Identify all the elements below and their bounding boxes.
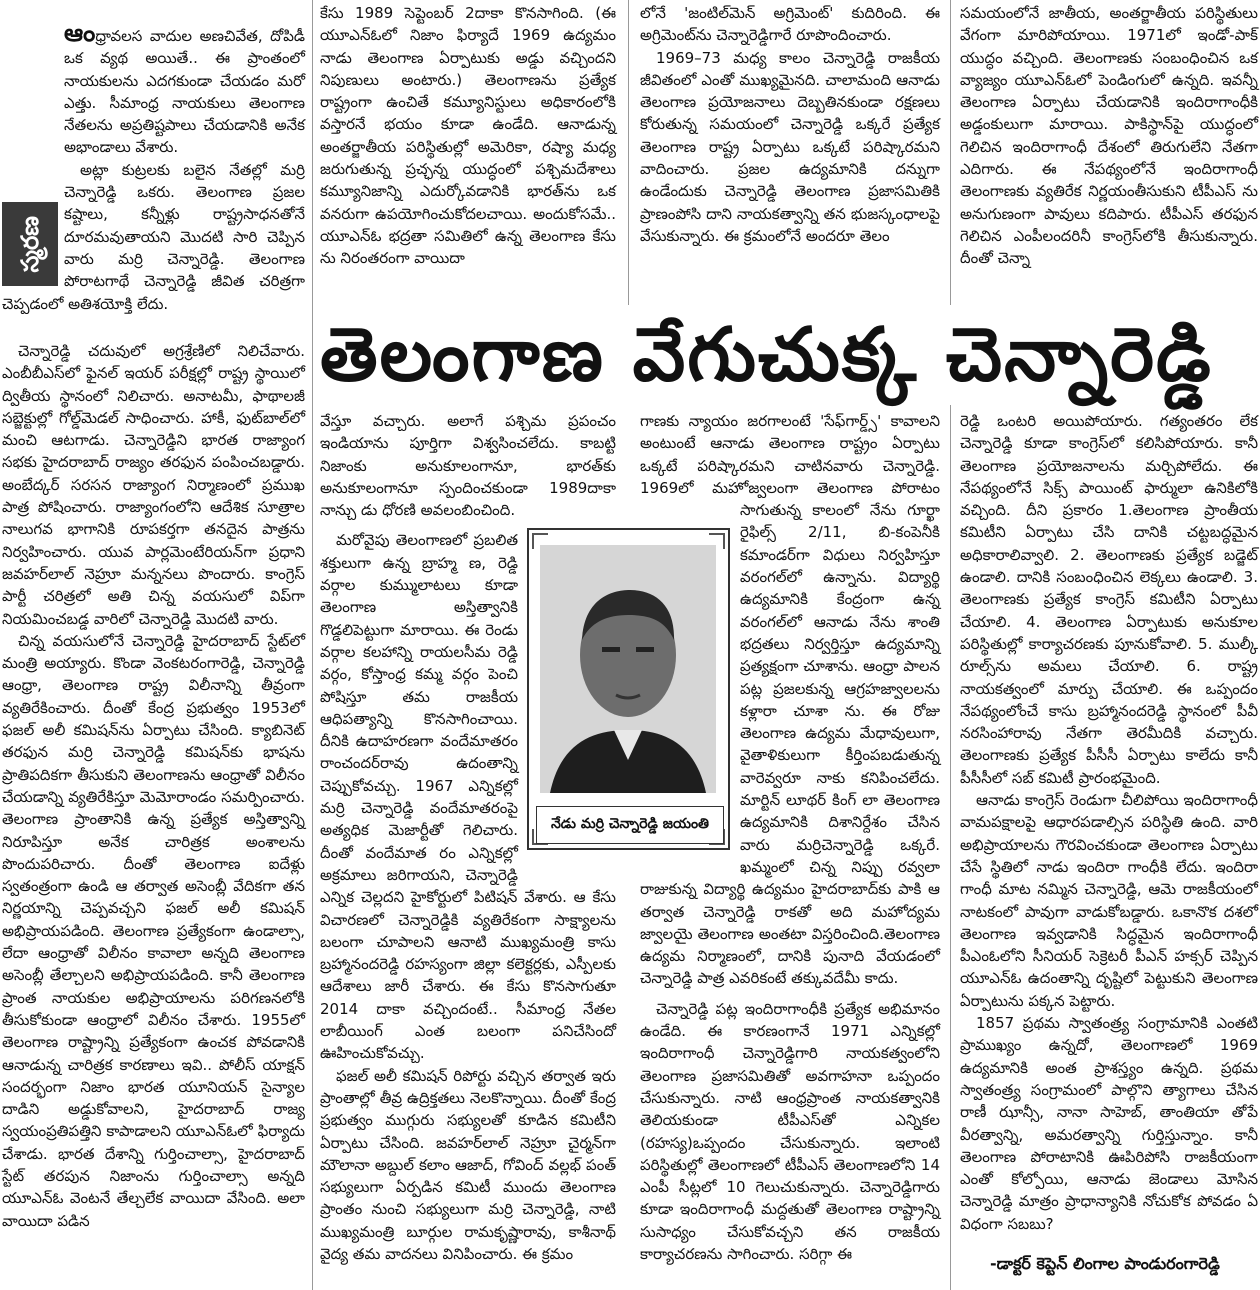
headline: తెలంగాణ వేగుచుక్క చెన్నారెడ్డి — [320, 312, 1213, 398]
paragraph: వేస్తూ వచ్చారు. అలాగే పశ్చిమ ప్రపంచం ఇండియాను పూర్తిగా విశ్వసించలేదు. కాబట్టి నిజాంకు అనుకూలంగానూ, భారత్‌కు అనుకూలంగానూ స్పందించకుండా 1989దాకా నాన్చు డు ధోరణి అవలంబించింది. — [320, 412, 616, 520]
paragraph: లోనే 'జంటిల్‌మెన్ అగ్రిమెంట్' కుదిరింది. ఈ అగ్రిమెంట్‌ను చెన్నారెడ్డిగారే రూపొందించారు. — [640, 4, 940, 45]
column-rule — [950, 0, 951, 305]
paragraph: చెన్నారెడ్డి చదువులో అగ్రశ్రేణిలో నిలిచేవారు. ఎంబీబీఎస్‌లో ఫైనల్ ఇయర్ పరీక్షల్లో రాష్ట్ర స్థాయిలో ద్వితీయ స్థానంలో నిలిచారు. అనాటమీ, ఫాథాలజీ సబ్జెక్టుల్లో గోల్డ్‌మెడల్ సాధించారు. హాకీ, ఫుట్‌బాల్‌లో మంచి ఆటగాడు. చెన్నారెడ్డిని భారత రాజ్యాంగ సభకు హైదరాబాద్ రాజ్యం తరఫున పంపించబడ్డారు. అంబేద్కర్ సరసన రాజ్యాంగ నిర్మాణంలో ప్రముఖ పాత్ర పోషించారు. రాజ్యాంగంలోని ఆదేశిక సూత్రాల నాలుగవ భాగానికి రూపకర్తగా తనదైన పాత్రను నిర్వహించారు. యువ పార్లమెంటేరియన్‌గా ప్రధాని జవహర్‌లాల్ నెహ్రూ మన్ననలు పొందారు. కాంగ్రెస్ పార్టీ చరిత్రలో అతి చిన్న వయసులో విప్‌గా నియమించబడ్డ వారిలో చెన్నారెడ్డి మొదటి వారు. — [2, 342, 305, 628]
paragraph-text: ధ్రావలస వాదుల అణచివేత, దోపిడీ ఒక వ్యథ అయితే.. ఈ ప్రాంతంలో నాయకులను ఎదగకుండా చేయడం మరో ఎత్తు. సీమాంధ్ర నాయకులు తెలంగాణ నేతలను అప్రతిష్టపాలు చేయడానికి అనేక అభాండాలు వేశారు. — [64, 27, 305, 157]
column-rule — [950, 405, 951, 1290]
paragraph: చిన్న వయసులోనే చెన్నారెడ్డి హైదరాబాద్ స్టేట్‌లో మంత్రి అయ్యారు. కొండా వెంకటరంగారెడ్డి, చెన్నారెడ్డి ఆంధ్రా, తెలంగాణ రాష్ట్ర విలీనాన్ని తీవ్రంగా వ్యతిరేకించారు. దీంతో కేంద్ర ప్రభుత్వం 1953లో ఫజల్ అలీ కమిషన్‌ను ఏర్పాటు చేసింది. క్యాబినెట్ తరఫున మర్రి చెన్నారెడ్డి కమిషన్‌కు భాషను ప్రాతిపదికగా తీసుకుని తెలంగాణను ఆంధ్రాతో విలీనం చేయడాన్ని వ్యతిరేకిస్తూ మెమోరాండం సమర్పించారు. తెలంగాణ ప్రాంతానికి ఉన్న ప్రత్యేక అస్తిత్వాన్ని నిరూపిస్తూ అనేక చారిత్రక అంశాలను పొందుపరిచారు. దీంతో తెలంగాణ ఐదేళ్లు స్వతంత్రంగా ఉండి ఆ తర్వాత అసెంబ్లీ వేదికగా తన నిర్ణయాన్ని చెప్పవచ్చని ఫజల్ అలీ కమిషన్ అభిప్రాయపడింది. తెలంగాణ ప్రత్యేకంగా ఉండాల్సా, లేదా ఆంధ్రాతో విలీనం కావాలా అన్నది తెలంగాణ అసెంబ్లీ తేల్చాలని అభిప్రాయపడింది. కానీ తెలంగాణ ప్రాంత నాయకుల అభిప్రాయాలను పరిగణనలోకి తీసుకోకుండా ఆంధ్రాలో విలీనం చేశారు. 1955లో తెలంగాణ రాష్ట్రాన్ని ప్రత్యేకంగా ఉంచక పోవడానికి ఆనాడున్న చారిత్రక కారణాలు ఇవి.. పోలీస్ యాక్షన్ సందర్భంగా నిజాం భారత యూనియన్ సైన్యాల దాడిని అడ్డుకోవాలని, హైదరాబాద్ రాజ్య స్వయంప్రతిపత్తిని కాపాడాలని యూఎన్ఓలో ఫిర్యాదు చేశాడు. భారత దేశాన్ని గుర్తించాల్సా, హైదరాబాద్ స్టేట్ తరపున నిజాంను గుర్తించాల్సా అన్నది యూఎన్ఓ వెంటనే తేల్చలేక వాయిదా వేసింది. అలా వాయిదా పడిన — [2, 631, 305, 1230]
column-2-top — [320, 2, 616, 270]
section-label-area — [2, 22, 64, 290]
paragraph: కేసు 1989 సెప్టెంబర్ 2దాకా కొనసాగింది. (ఈ యూఎన్ఓలో నిజాం ఫిర్యాదే 1969 ఉద్యమం నాడు తెలంగాణ ఏర్పాటుకు అడ్డు వచ్చిందని నిపుణులు అంటారు.) తెలంగాణను ప్రత్యేక రాష్ట్రంగా ఉంచితే కమ్యూనిస్టులు అధికారంలోకి వస్తారనే భయం కూడా ఉండేది. ఆనాడున్న అంతర్జాతీయ పరిస్థితుల్లో అమెరికా, రష్యా మధ్య జరుగుతున్న ప్రచ్ఛన్న యుద్ధంలో పశ్చిమదేశాలు కమ్యూనిజాన్ని ఎదుర్కోవడానికి భారత్‌ను ఒక వనరుగా ఉపయోగించుకోదలచాయి. అందుకోసమే.. యూఎన్ఓ భద్రతా సమితిలో ఉన్న తెలంగాణ కేసు ను నిరంతరంగా వాయిదా — [320, 4, 616, 268]
paragraph: ఫజల్ అలీ కమిషన్ రిపోర్టు వచ్చిన తర్వాత ఇరు ప్రాంతాల్లో తీవ్ర ఉద్రిక్తతలు నెలకొన్నాయి. దీంతో కేంద్ర ప్రభుత్వం ముగ్గురు సభ్యులతో కూడిన కమిటీని ఏర్పాటు చేసింది. జవహర్‌లాల్ నెహ్రూ చైర్మన్‌గా మౌలానా అబ్దుల్ కలాం ఆజాద్, గోవింద్ వల్లభ్ పంత్ సభ్యులుగా ఏర్పడిన కమిటీ ముందు తెలంగాణ ప్రాంతం నుంచి సభ్యులుగా మర్రి చెన్నారెడ్డి, నాటి ముఖ్యమంత్రి బూర్గుల రామకృష్ణారావు, కాశీనాథ్ వైద్య తమ వాదనలు వినిపించారు. ఈ క్రమం — [320, 1066, 616, 1263]
photo-caption: నేడు మర్రి చెన్నారెడ్డి జయంతి — [536, 806, 724, 844]
column-4-bottom — [960, 410, 1258, 1235]
column-3-top — [640, 2, 940, 247]
column-4-top — [960, 2, 1258, 270]
section-label — [2, 202, 58, 286]
author-byline: -డాక్టర్ కెప్టెన్ లింగాల పాండురంగారెడ్డి — [990, 1254, 1220, 1273]
section-label-text: స్మరణ — [15, 215, 44, 273]
paragraph: ఆనాడు కాంగ్రెస్ రెండుగా చీలిపోయి ఇందిరాగాంధీ వామపక్షాలపై ఆధారపడాల్సిన పరిస్థితి ఉంది. వారి అభిప్రాయాలను గౌరవించకుండా తెలంగాణ ఏర్పాటు చేసే స్థితిలో నాడు ఇందిరా గాంధీకి లేదు. ఇందిరా గాంధీ మాట నమ్మిన చెన్నారెడ్డి, ఆమె రాజకీయంలో నాటకంలో పావుగా వాడుకోబడ్డారు. ఒకానొక దశలో తెలంగాణ ఇవ్వడానికి సిద్ధమైన ఇందిరాగాంధీ పీఎంఓలోని సీనియర్ సెక్రెటరీ పీఎన్ హక్సర్ చెప్పిన యూఎన్ఓ ఉదంతాన్ని దృష్టిలో పెట్టుకుని తెలంగాణ ఏర్పాటును పక్కన పెట్టారు. — [960, 791, 1258, 1010]
paragraph: మరోవైపు తెలంగాణలో ప్రబలిత శక్తులుగా ఉన్న బ్రాహ్మ ణ, రెడ్డి వర్గాల కుమ్ములాటలు కూడా తెలంగాణ అస్తిత్వానికి గొడ్డలిపెట్టుగా మారాయి. ఈ రెండు వర్గాల కలహాన్ని రాయలసీమ రెడ్డి వర్గం, కోస్తాంధ్ర కమ్మ వర్గం పెంచి పోషిస్తూ తమ రాజకీయ ఆధిపత్యాన్ని కొనసాగించాయి. దీనికి ఉదాహరణగా వందేమాతరం రాంచందర్‌రావు ఉదంతాన్ని చెప్పుకోవచ్చు. 1967 ఎన్నికల్లో మర్రి చెన్నారెడ్డి వందేమాతరంపై అత్యధిక మెజార్టీతో గెలిచారు. దీంతో వందేమాత రం ఎన్నికల్లో అక్రమాలు జరిగాయని, చెన్నారెడ్డి ఎన్నిక చెల్లదని హైకోర్టులో పిటిషన్ వేశారు. ఆ కేసు విచారణలో చెన్నారెడ్డికి వ్యతిరేకంగా సాక్ష్యాలను బలంగా చూపాలని ఆనాటి ముఖ్యమంత్రి కాసు బ్రహ్మానందరెడ్డి రహస్యంగా జిల్లా కలెక్టర్లకు, ఎస్పీలకు ఆదేశాలు జారీ చేశారు. ఈ కేసు కొనసాగుతూ 2014 దాకా వచ్చిందంటే.. సీమాంధ్ర నేతల లాబీయింగ్ ఎంత బలంగా పనిచేసిందో ఊహించుకోవచ్చు. — [320, 531, 616, 1063]
paragraph: చెన్నారెడ్డి పట్ల ఇందిరాగాంధీకి ప్రత్యేక అభిమానం ఉండేది. ఈ కారణంగానే 1971 ఎన్నికల్లో ఇందిరాగాంధీ చెన్నారెడ్డిగారి నాయకత్వంలోని తెలంగాణ ప్రజాసమితితో అవగాహనా ఒప్పందం చేసుకున్నారు. నాటి ఆంధ్రప్రాంత నాయకత్వానికి తెలియకుండా టీపీఎస్‌తో ఎన్నికల (రహస్య)ఒప్పందం చేసుకున్నారు. ఇలాంటి పరిస్థితుల్లో తెలంగాణలో టీపీఎస్ తెలంగాణలోని 14 ఎంపీ సీట్లలో 10 గెలుచుకున్నారు. చెన్నారెడ్డిగారు కూడా ఇందిరాగాంధీ మద్దతుతో తెలంగాణ రాష్ట్రాన్ని సుసాధ్యం చేసుకోవచ్చని తన రాజకీయ కార్యాచరణను సాగించారు. సరిగ్గా ఈ — [640, 999, 940, 1263]
paragraph: 1857 ప్రథమ స్వాతంత్ర్య సంగ్రామానికి ఎంతటి ప్రాముఖ్యం ఉన్నదో, తెలంగాణలో 1969 ఉద్యమానికి అంత ప్రాశస్త్యం ఉన్నది. ప్రథమ స్వాతంత్ర్య సంగ్రామంలో పాల్గొని త్యాగాలు చేసిన రాణీ ఝాన్సీ, నానా సాహెబ్, తాంతియా తోపే వీరత్వాన్ని, అమరత్వాన్ని గుర్తిస్తున్నాం. కానీ తెలంగాణ పోరాటానికి ఊపిరిపోసి రాజకీయంగా ఎంతో కోల్పోయి, ఆనాడు జెండాలు మోసిన చెన్నారెడ్డి మాత్రం ప్రాధాన్యానికి నోచుకోక పోవడం ఏ విధంగా సబబు? — [960, 1014, 1258, 1233]
paragraph: సమయంలోనే జాతీయ, అంతర్జాతీయ పరిస్థితులు వేగంగా మారిపోయాయి. 1971లో ఇండో-పాక్ యుద్ధం వచ్చింది. తెలంగాణకు సంబంధించిన ఒక వ్యాజ్యం యూఎన్ఓలో పెండింగులో ఉన్నది. ఇవన్నీ తెలంగాణ ఏర్పాటు చేయడానికి ఇందిరాగాంధీకి అడ్డంకులుగా మారాయి. పాకిస్థాన్‌పై యుద్ధంలో గెలిచిన ఇందిరాగాంధీ దేశంలో తిరుగులేని నేతగా ఎదిగారు. ఈ నేపథ్యంలోనే ఇందిరాగాంధీ తెలంగాణకు వ్యతిరేక నిర్ణయంతీసుకుని టీపీఎస్ ను అనుగుణంగా పావులు కదిపారు. టీపీఎస్ తరఫున గెలిచిన ఎంపీలందరినీ కాంగ్రెస్‌లోకి తీసుకున్నారు. దీంతో చెన్నా — [960, 4, 1258, 268]
portrait-image — [540, 545, 716, 793]
column-1-bottom — [2, 340, 305, 1232]
paragraph: 1969–73 మధ్య కాలం చెన్నారెడ్డి రాజకీయ జీవితంలో ఎంతో ముఖ్యమైనది. చాలామంది ఆనాడు తెలంగాణ ప్రయోజనాలు దెబ్బతినకుండా రక్షణలు కోరుతున్న సమయంలో చెన్నారెడ్డి ఒక్కరే ప్రత్యేక తెలంగాణ రాష్ట్ర ఏర్పాటు ఒక్కటే పరిష్కారమని వాదించారు. ప్రజల ఉద్యమానికి దన్నుగా ఉండేందుకు చెన్నారెడ్డి తెలంగాణ ప్రజాసమితికి ప్రాణంపోసి దాని నాయకత్వాన్ని తన భుజస్కంధాలపై వేసుకున్నారు. ఈ క్రమంలోనే అందరూ తెలం — [640, 48, 940, 245]
column-rule — [628, 0, 629, 305]
drop-cap: ఆం — [64, 19, 96, 47]
column-1-top — [2, 19, 305, 334]
portrait-photo — [540, 545, 716, 793]
paragraph: అట్లా కుట్రలకు బలైన నేతల్లో మర్రి చెన్నారెడ్డి ఒకరు. తెలంగాణ ప్రజల కష్టాలు, కన్నీళ్లు రాష్ట్రసాధనతోనే దూరమవుతాయని మొదటి సారి చెప్పిన వారు మర్రి చెన్నారెడ్డి. తెలంగాణ పోరాటగాథే చెన్నారెడ్డి జీవిత చరిత్రగా చెప్పడంలో అతిశయోక్తి లేదు. — [2, 160, 305, 313]
column-rule — [312, 0, 313, 1290]
paragraph: గాణకు న్యాయం జరగాలంటే 'సేఫ్‌గార్డ్స్' కావాలని అంటుంటే ఆనాడు తెలంగాణ రాష్ట్రం ఏర్పాటు ఒక్కటే పరిష్కారమని చాటినవారు చెన్నారెడ్డి. 1969లో మహోజ్వలంగా తెలంగాణ పోరాటం సాగుతున్న కాలంలో నేను గూర్ఖా రైఫిల్స్ 2/11, బి-కంపెనీకి కమాండర్‌గా విధులు నిర్వహిస్తూ వరంగల్‌లో ఉన్నాను. విద్యార్థి ఉద్యమానికి కేంద్రంగా ఉన్న వరంగల్‌లో ఆనాడు నేను శాంతి భద్రతలు నిర్వర్తిస్తూ ఉద్యమాన్ని ప్రత్యక్షంగా చూశాను. ఆంధ్రా పాలన పట్ల ప్రజలకున్న ఆగ్రహజ్వాలలను కళ్లారా చూశా ను. ఈ రోజు తెలంగాణ ఉద్యమ మేధావులుగా, వైతాళికులుగా కీర్తింపబడుతున్న వారెవ్వరూ నాకు కనిపించలేదు. మార్టిన్ లూథర్ కింగ్ లా తెలంగాణ ఉద్యమానికి దిశానిర్దేశం చేసిన వారు మర్రిచెన్నారెడ్డి ఒక్కరే. ఖమ్మంలో చిన్న నిప్పు రవ్వలా రాజుకున్న విద్యార్థి ఉద్యమం హైదరాబాద్‌కు పాకి ఆ తర్వాత చెన్నారెడ్డి రాకతో అది మహోద్యమ జ్వాలయై తెలంగాణ అంతటా విస్తరించింది.తెలంగాణ ఉద్యమ నిర్మాణంలో, దానికి పునాది వేయడంలో చెన్నారెడ్డి పాత్ర ఎవరికంటే తక్కువదేమీ కాదు. — [640, 412, 940, 988]
paragraph: రెడ్డి ఒంటరి అయిపోయారు. గత్యంతరం లేక చెన్నారెడ్డి కూడా కాంగ్రెస్‌లో కలిసిపోయారు. కానీ తెలంగాణ ప్రయోజనాలను మర్చిపోలేదు. ఈ నేపథ్యంలోనే సిక్స్ పాయింట్ ఫార్ములా ఉనికిలోకి వచ్చింది. దీని ప్రకారం 1.తెలంగాణ ప్రాంతీయ కమిటీని ఏర్పాటు చేసి దానికి చట్టబద్ధమైన అధికారాలివ్వాలి. 2. తెలంగాణకు ప్రత్యేక బడ్జెట్ ఉండాలి. దానికి సంబంధించిన లెక్కలు ఉండాలి. 3. తెలంగాణకు ప్రత్యేక కాంగ్రెస్ కమిటీని ఏర్పాటు చేయాలి. 4. తెలంగాణ ఏర్పాటుకు అనుకూల పరిస్థితుల్లో కార్యాచరణకు పూనుకోవాలి. 5. ముల్కీ రూల్స్‌ను అమలు చేయాలి. 6. రాష్ట్ర నాయకత్వంలో మార్పు చేయాలి. ఈ ఒప్పందం నేపథ్యంలోంచే కాసు బ్రహ్మానందరెడ్డి స్థానంలో పీవీ నరసింహారావు నేతగా తెరమీదికి వచ్చారు. తెలంగాణకు ప్రత్యేక పీసీసీ ఏర్పాటు కాలేదు కానీ పీసీసీలో సబ్ కమిటీ ప్రారంభమైంది. — [960, 412, 1258, 787]
